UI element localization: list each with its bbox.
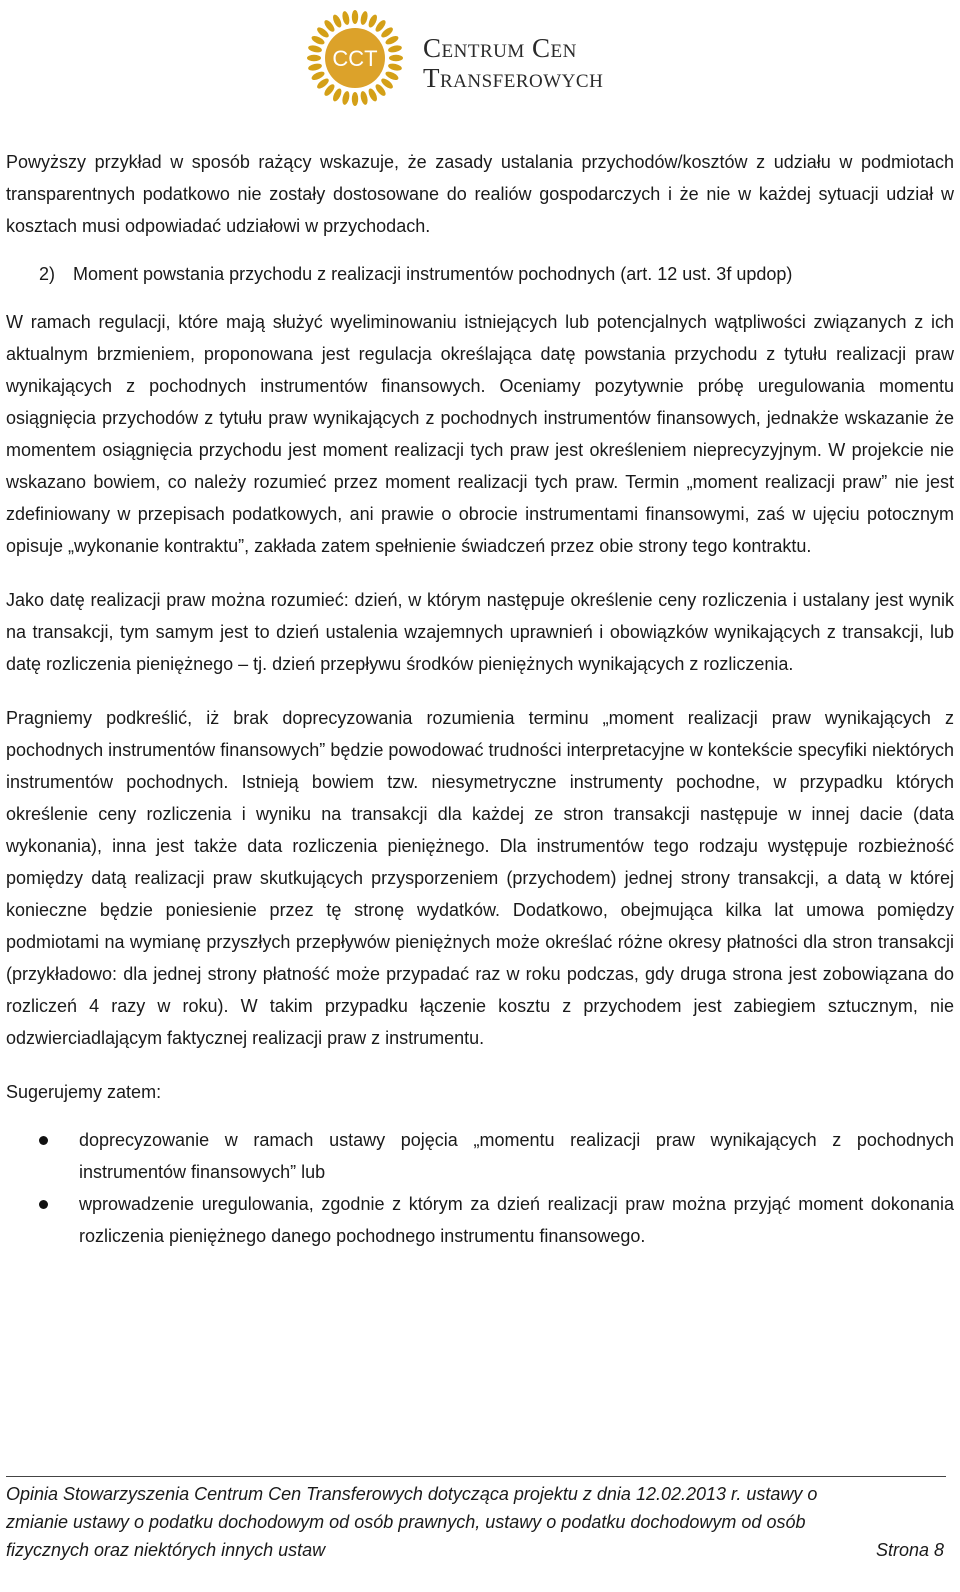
section-heading-2: 2) Moment powstania przychodu z realizacji instrumentów pochodnych (art. 12 ust. 3f updop) bbox=[39, 264, 793, 284]
paragraph-1: Powyższy przykład w sposób rażący wskazuje, że zasady ustalania przychodów/kosztów z udziału w podmiotach transparentnych podatkowo nie zostały dostosowane do realiów gospodarczych i że nie w każdej sytuacji udział w kosztach musi odpowiadać udziałowi w przychodach. bbox=[6, 152, 954, 236]
logo-wordmark bbox=[423, 33, 603, 93]
footer-divider bbox=[6, 1476, 946, 1477]
seal-petal bbox=[341, 90, 350, 105]
list-item bbox=[6, 1188, 954, 1252]
suggestion-list bbox=[6, 1124, 954, 1252]
seal-petal bbox=[387, 62, 402, 71]
company-logo bbox=[305, 8, 665, 108]
seal-petal bbox=[359, 90, 368, 105]
list-item bbox=[6, 1124, 954, 1188]
document-body bbox=[6, 146, 954, 1252]
bullet-icon bbox=[39, 1200, 48, 1209]
bullet-icon bbox=[39, 1136, 48, 1145]
paragraph-4: Pragniemy podkreślić, iż brak doprecyzowania rozumienia terminu „moment realizacji praw wynikających z pochodnych instrumentów finansowych” będzie powodować trudności interpretacyjne w kontekście specyfiki niektórych instrumentów pochodnych. Istnieją bowiem tzw. niesymetryczne instrumenty pochodne, w przypadku których określenie ceny rozliczenia i wyniku na transakcji dla każdej ze stron transakcji następuje w innej dacie (data wykonania), inna jest także data rozliczenia pieniężnego. Dla instrumentów tego rodzaju występuje rozbieżność pomiędzy datą realizacji praw skutkujących przysporzeniem (przychodem) jednej strony transakcji, a datą w której konieczne będzie poniesienie przez tę stronę wydatków. Dodatkowo, obejmująca kilka lat umowa pomiędzy podmiotami na wymianę przyszłych przepływów pieniężnych może określać różne okresy płatności dla stron transakcji (przykładowo: dla jednej strony płatność może przypadać raz w roku podczas, gdy druga strona jest zobowiązana do rozliczeń 4 razy w roku). W takim przypadku łączenie kosztu z przychodem jest zabiegiem sztucznym, nie odzwierciadlającym faktycznej realizacji praw z instrumentu. bbox=[6, 708, 954, 1048]
cct-seal-icon bbox=[305, 8, 405, 108]
seal-petal bbox=[341, 10, 350, 25]
seal-petal bbox=[307, 55, 321, 61]
logo-initials: CCT bbox=[332, 46, 378, 71]
logo-name-line2: Transferowych bbox=[423, 63, 604, 93]
paragraph-5: Sugerujemy zatem: bbox=[6, 1082, 162, 1102]
footer-line-2: zmianie ustawy o podatku dochodowym od osób prawnych, ustawy o podatku dochodowym od osób bbox=[6, 1512, 806, 1532]
logo-name-line1: Centrum Cen bbox=[423, 33, 577, 63]
list-item-text: wprowadzenie uregulowania, zgodnie z którym za dzień realizacji praw można przyjąć moment dokonania rozliczenia pieniężnego danego pochodnego instrumentu finansowego. bbox=[79, 1194, 954, 1246]
seal-petal bbox=[307, 44, 322, 53]
footer-line-3: fizycznych oraz niektórych innych ustaw bbox=[6, 1540, 326, 1560]
page-number: Strona 8 bbox=[875, 1540, 944, 1560]
seal-petal bbox=[359, 10, 368, 25]
page-footer bbox=[6, 1480, 944, 1564]
seal-petal bbox=[389, 55, 403, 61]
seal-petal bbox=[352, 10, 358, 24]
seal-petal bbox=[352, 92, 358, 106]
seal-petal bbox=[307, 62, 322, 71]
seal-petal bbox=[387, 44, 402, 53]
paragraph-2: W ramach regulacji, które mają służyć wyeliminowaniu istniejących lub potencjalnych wątpliwości związanych z ich aktualnym brzmieniem, proponowana jest regulacja określająca datę powstania przychodu z tytułu realizacji praw wynikających z pochodnych instrumentów finansowych. Oceniamy pozytywnie próbę uregulowania momentu osiągnięcia przychodów z tytułu praw wynikających z pochodnych instrumentów finansowych, jednakże wskazanie że momentem osiągnięcia przychodu jest moment realizacji tych praw jest określeniem nieprecyzyjnym. W projekcie nie wskazano bowiem, co należy rozumieć przez moment realizacji tych praw. Termin „moment realizacji praw” nie jest zdefiniowany w przepisach podatkowych, ani prawie o obrocie instrumentami finansowymi, zaś w ujęciu potocznym opisuje „wykonanie kontraktu”, zakłada zatem spełnienie świadczeń przez obie strony tego kontraktu. bbox=[6, 312, 954, 556]
footer-line-1: Opinia Stowarzyszenia Centrum Cen Transferowych dotycząca projektu z dnia 12.02.2013 r. ustawy o bbox=[6, 1484, 818, 1504]
list-item-text: doprecyzowanie w ramach ustawy pojęcia „momentu realizacji praw wynikających z pochodnych instrumentów finansowych” lub bbox=[79, 1130, 954, 1182]
paragraph-3: Jako datę realizacji praw można rozumieć: dzień, w którym następuje określenie ceny rozliczenia i ustalany jest wynik na transakcji, tym samym jest to dzień ustalenia wzajemnych uprawnień i obowiązków wynikających z transakcji, lub datę rozliczenia pieniężnego – tj. dzień przepływu środków pieniężnych wynikających z rozliczenia. bbox=[6, 590, 954, 674]
